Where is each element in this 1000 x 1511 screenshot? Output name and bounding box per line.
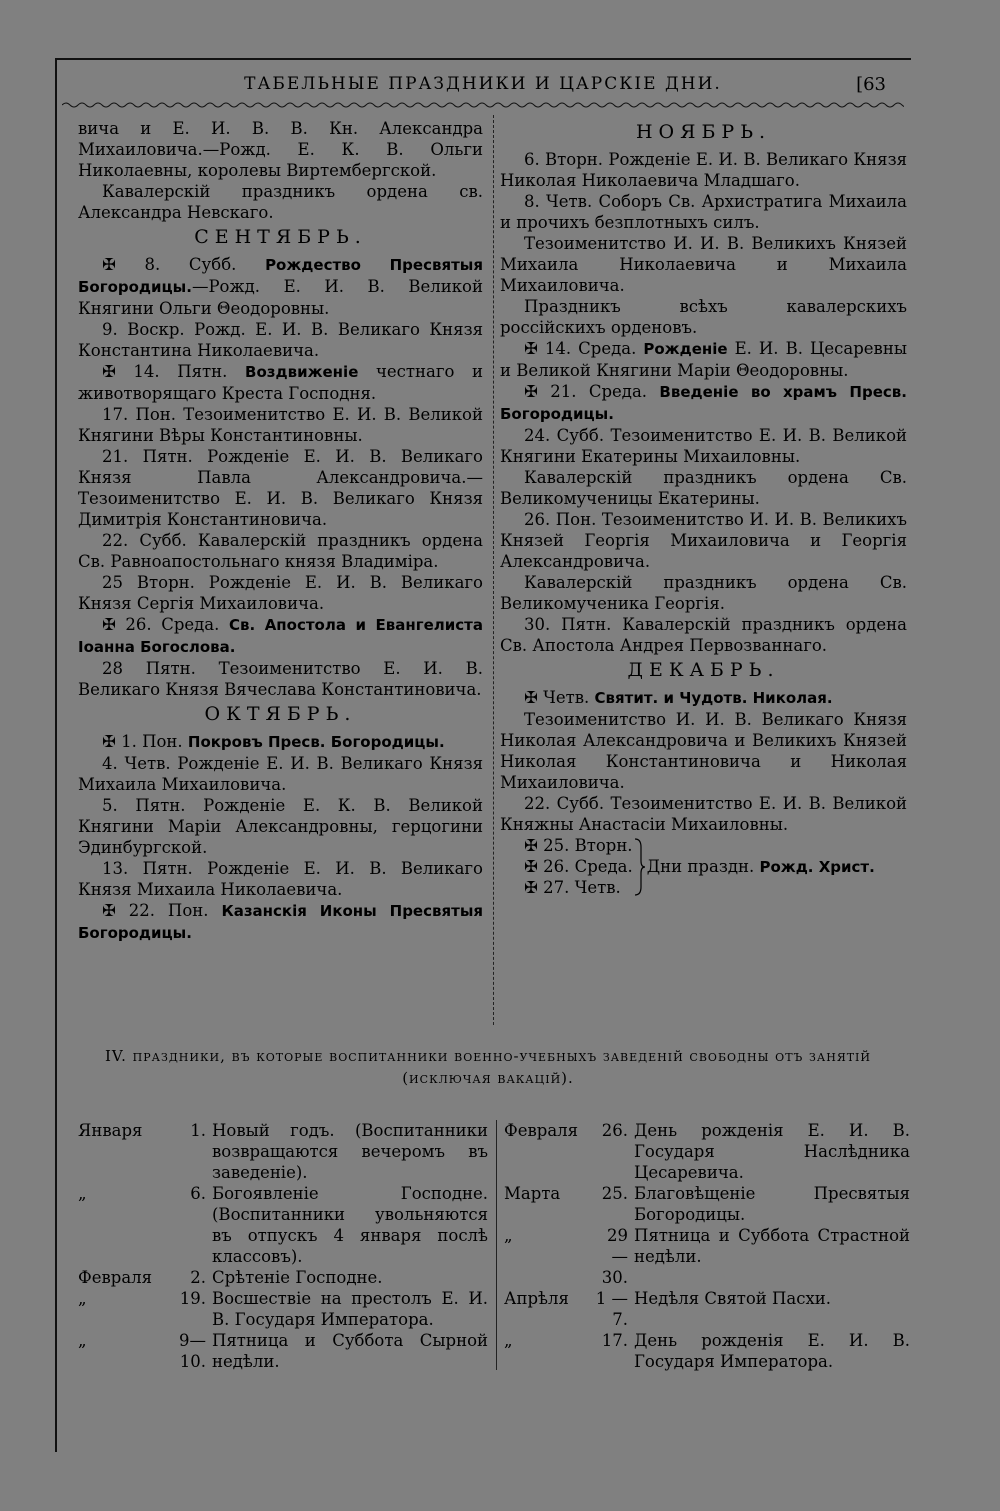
wavy-rule <box>62 100 904 110</box>
calendar-entry <box>78 404 483 446</box>
cross-icon: ✠ <box>102 255 145 274</box>
holiday-row <box>504 1183 910 1225</box>
entry-text: 13. Пятн. Рожденіе Е. И. В. Великаго Князя Михаила Николаевича. <box>78 859 483 899</box>
calendar-entry <box>78 614 483 658</box>
holiday-month: „ <box>504 1226 513 1245</box>
feast-name: Покровъ Пресв. Богородицы. <box>187 733 445 751</box>
feast-name: Казанскія Иконы Пресвятыя Богородицы. <box>78 902 484 942</box>
curly-brace <box>633 837 645 897</box>
holiday-month: „ <box>504 1331 513 1350</box>
holiday-month: Февраля <box>504 1121 579 1140</box>
holiday-row <box>78 1183 488 1267</box>
calendar-entry <box>78 731 483 753</box>
entry-text: Кавалерскій праздникъ ордена Св. Великомученика Георгія. <box>500 573 907 613</box>
christmas-days <box>524 835 633 898</box>
entry-text: 26. Среда. <box>125 615 229 634</box>
running-title: ТАБЕЛЬНЫЕ ПРАЗДНИКИ И ЦАРСКІЕ ДНИ. <box>244 74 722 94</box>
cross-icon: ✠ <box>102 615 126 634</box>
holiday-text: Недѣля Святой Пасхи. <box>634 1289 832 1308</box>
calendar-entry <box>78 858 483 900</box>
holiday-day: 6. <box>190 1184 206 1203</box>
holiday-text: Благовѣщеніе Пресвятыя Богородицы. <box>634 1184 910 1224</box>
entry-text: Е. И. В. Цесаревны и Великой Княгини Маріи Θеодоровны. <box>500 339 907 380</box>
feast-name: Рожденіе <box>643 340 728 358</box>
entry-text: 8. Субб. <box>144 255 266 274</box>
holiday-month: Января <box>78 1121 143 1140</box>
entry-text: 8. Четв. Соборъ Св. Архистратига Михаила и прочихъ безплотныхъ силъ. <box>500 192 907 232</box>
calendar-entry <box>78 753 483 795</box>
entry-text: 22. Пон. <box>128 901 222 920</box>
holiday-row <box>78 1120 488 1183</box>
calendar-entry <box>500 233 907 296</box>
entry-text: Праздникъ всѣхъ кавалерскихъ россійскихъ орденовъ. <box>500 297 907 337</box>
left-column <box>78 118 483 944</box>
holiday-divider <box>496 1120 497 1370</box>
calendar-entry <box>500 149 907 191</box>
month-heading-september: СЕНТЯБРЬ. <box>194 226 367 248</box>
calendar-entry <box>78 900 483 944</box>
calendar-entry <box>500 614 907 656</box>
holiday-text: День рожденія Е. И. В. Государя Наслѣдника Цесаревича. <box>634 1121 910 1182</box>
holiday-row <box>504 1120 910 1183</box>
calendar-entry <box>500 687 907 709</box>
calendar-entry <box>500 338 907 381</box>
cross-icon: ✠ <box>102 901 129 920</box>
cross-icon: ✠ <box>102 362 134 381</box>
september-entries <box>78 254 483 700</box>
entry-text: 14. Пятн. <box>133 362 246 381</box>
entry-text: 4. Четв. Рожденіе Е. И. В. Великаго Князя Михаила Михаиловича. <box>78 754 483 794</box>
feast-name: Воздвиженіе <box>245 363 359 381</box>
christmas-day <box>524 877 633 898</box>
calendar-entry <box>78 254 483 319</box>
right-column <box>500 118 907 898</box>
holiday-row <box>504 1288 910 1330</box>
christmas-day-text: 27. Четв. <box>543 878 621 897</box>
cross-icon: ✠ <box>524 878 544 897</box>
entry-text: 26. Пон. Тезоименитство И. И. В. Великихъ Князей Георгія Михаиловича и Георгія Александровича. <box>500 510 907 571</box>
entry-text: 17. Пон. Тезоименитство Е. И. В. Великой Княгини Вѣры Константиновны. <box>78 405 483 445</box>
entry-text: 21. Среда. <box>550 382 660 401</box>
holidays-right <box>504 1120 910 1372</box>
calendar-entry <box>78 658 483 700</box>
cross-icon: ✠ <box>524 857 544 876</box>
calendar-entry <box>500 191 907 233</box>
holiday-day: 29 — 30. <box>601 1226 628 1287</box>
entry-text: Тезоименитство И. И. В. Великаго Князя Николая Александровича и Великихъ Князей Николая Константиновича и Николая Михаиловича. <box>500 710 907 792</box>
calendar-entry <box>500 572 907 614</box>
column-divider <box>493 115 494 1025</box>
holiday-day: 1 — 7. <box>595 1289 628 1329</box>
entry-text: 25 Вторн. Рожденіе Е. И. В. Великаго Князя Сергія Михаиловича. <box>78 573 483 613</box>
calendar-entry <box>78 795 483 858</box>
holiday-day: 25. <box>601 1184 628 1203</box>
month-heading-november: НОЯБРЬ. <box>635 121 772 143</box>
continuation-text: вича и Е. И. В. В. Кн. Александра Михаиловича.—Рожд. Е. К. В. Ольги Николаевны, королевы Виртембергской. <box>78 119 483 180</box>
order-note: Кавалерскій праздникъ ордена св. Александра Невскаго. <box>78 182 483 222</box>
feast-name: Рождество Пресвятыя Богородицы. <box>78 256 483 296</box>
holiday-day: 19. <box>179 1289 206 1308</box>
entry-text: 30. Пятн. Кавалерскій праздникъ ордена Св. Апостола Андрея Первозваннаго. <box>500 615 907 655</box>
entry-text: 22. Субб. Тезоименитство Е. И. В. Великой Княжны Анастасіи Михаиловны. <box>500 794 907 834</box>
entry-text: 21. Пятн. Рожденіе Е. И. В. Великаго Князя Павла Александровича.—Тезоименитство Е. И. В. Великаго Князя Димитрія Константиновича. <box>78 447 483 529</box>
calendar-entry <box>78 361 483 404</box>
entry-text: 5. Пятн. Рожденіе Е. К. В. Великой Княгини Маріи Александровны, герцогини Эдинбургской. <box>78 796 483 857</box>
cross-icon: ✠ <box>524 382 551 401</box>
holiday-text: Пятница и Суббота Сырной недѣли. <box>212 1331 488 1371</box>
holiday-text: День рожденія Е. И. В. Государя Императора. <box>634 1331 910 1371</box>
holiday-month: Февраля <box>78 1268 153 1287</box>
holiday-month: „ <box>78 1289 87 1308</box>
holiday-text: Пятница и Суббота Страстной недѣли. <box>634 1226 910 1266</box>
holiday-row <box>504 1330 910 1372</box>
december-entries <box>500 687 907 835</box>
calendar-entry <box>500 425 907 467</box>
feast-name: Введеніе во храмъ Пресв. Богородицы. <box>500 383 907 423</box>
holidays-left <box>78 1120 488 1372</box>
entry-text: —Рожд. Е. И. В. Великой Княгини Ольги Θеодоровны. <box>78 277 483 318</box>
holiday-month: Марта <box>504 1184 561 1203</box>
christmas-block <box>524 835 907 898</box>
section-iv-heading: IV. праздники, въ которые воспитанники военно-учебныхъ заведеній свободны отъ занятій (исключая вакацій). <box>105 1047 871 1087</box>
calendar-entry <box>500 793 907 835</box>
entry-text: Тезоименитство И. И. В. Великихъ Князей Михаила Николаевича и Михаила Михаиловича. <box>500 234 907 295</box>
holiday-day: 26. <box>601 1121 628 1140</box>
holiday-row <box>78 1288 488 1330</box>
holiday-month: Апрѣля <box>504 1289 569 1308</box>
holiday-row <box>504 1225 910 1288</box>
entry-text: честнаго и животворящаго Креста Господня. <box>78 362 483 403</box>
november-entries <box>500 149 907 656</box>
holiday-row <box>78 1267 488 1288</box>
month-heading-october: ОКТЯБРЬ. <box>204 703 357 725</box>
holiday-day: 9—10. <box>179 1331 206 1371</box>
calendar-entry <box>78 572 483 614</box>
christmas-day-text: 25. Вторн. <box>543 836 633 855</box>
holiday-day: 2. <box>190 1268 206 1287</box>
christmas-day <box>524 856 633 877</box>
cross-icon: ✠ <box>524 339 545 358</box>
entry-text: Четв. <box>543 688 595 707</box>
christmas-label <box>647 856 875 878</box>
holiday-text: Богоявленіе Господне. (Воспитанники увольняются въ отпускъ 4 января послѣ классовъ). <box>212 1184 488 1266</box>
month-heading-december: ДЕКАБРЬ. <box>627 659 780 681</box>
cross-icon: ✠ <box>524 688 544 707</box>
christmas-label-b: Рожд. Христ. <box>759 857 875 876</box>
calendar-entry <box>78 530 483 572</box>
entry-text: 22. Субб. Кавалерскій праздникъ ордена Св. Равноапостольнаго князя Владиміра. <box>78 531 483 571</box>
entry-text: 6. Вторн. Рожденіе Е. И. В. Великаго Князя Николая Николаевича Младшаго. <box>500 150 907 190</box>
entry-text: Кавалерскій праздникъ ордена Св. Великомученицы Екатерины. <box>500 468 907 508</box>
calendar-entry <box>500 709 907 793</box>
page-number: [63 <box>856 74 886 95</box>
holiday-month: „ <box>78 1331 87 1350</box>
calendar-entry <box>78 446 483 530</box>
holiday-row <box>78 1330 488 1372</box>
holiday-text: Новый годъ. (Воспитанники возвращаются вечеромъ въ заведеніе). <box>212 1121 488 1182</box>
cross-icon: ✠ <box>102 732 122 751</box>
holiday-text: Срѣтеніе Господне. <box>212 1268 383 1287</box>
calendar-entry <box>500 509 907 572</box>
october-entries <box>78 731 483 944</box>
entry-text: 14. Среда. <box>544 339 644 358</box>
holiday-text: Восшествіе на престолъ Е. И. В. Государя Императора. <box>212 1289 488 1329</box>
christmas-day <box>524 835 633 856</box>
holiday-day: 17. <box>601 1331 628 1350</box>
calendar-entry <box>500 381 907 425</box>
entry-text: 24. Субб. Тезоименитство Е. И. В. Великой Княгини Екатерины Михаиловны. <box>500 426 907 466</box>
calendar-entry <box>500 467 907 509</box>
entry-text: 9. Воскр. Рожд. Е. И. В. Великаго Князя Константина Николаевича. <box>78 320 483 360</box>
calendar-entry <box>78 319 483 361</box>
entry-text: 28 Пятн. Тезоименитство Е. И. В. Великаго Князя Вячеслава Константиновича. <box>78 659 483 699</box>
holiday-day: 1. <box>190 1121 206 1140</box>
christmas-day-text: 26. Среда. <box>543 857 633 876</box>
calendar-entry <box>500 296 907 338</box>
feast-name: Св. Апостола и Евангелиста Іоанна Богослова. <box>78 616 483 656</box>
cross-icon: ✠ <box>524 836 544 855</box>
christmas-label-a: Дни праздн. <box>646 856 755 876</box>
feast-name: Святит. и Чудотв. Николая. <box>594 689 833 707</box>
entry-text: 1. Пон. <box>121 732 188 751</box>
holiday-month: „ <box>78 1184 87 1203</box>
